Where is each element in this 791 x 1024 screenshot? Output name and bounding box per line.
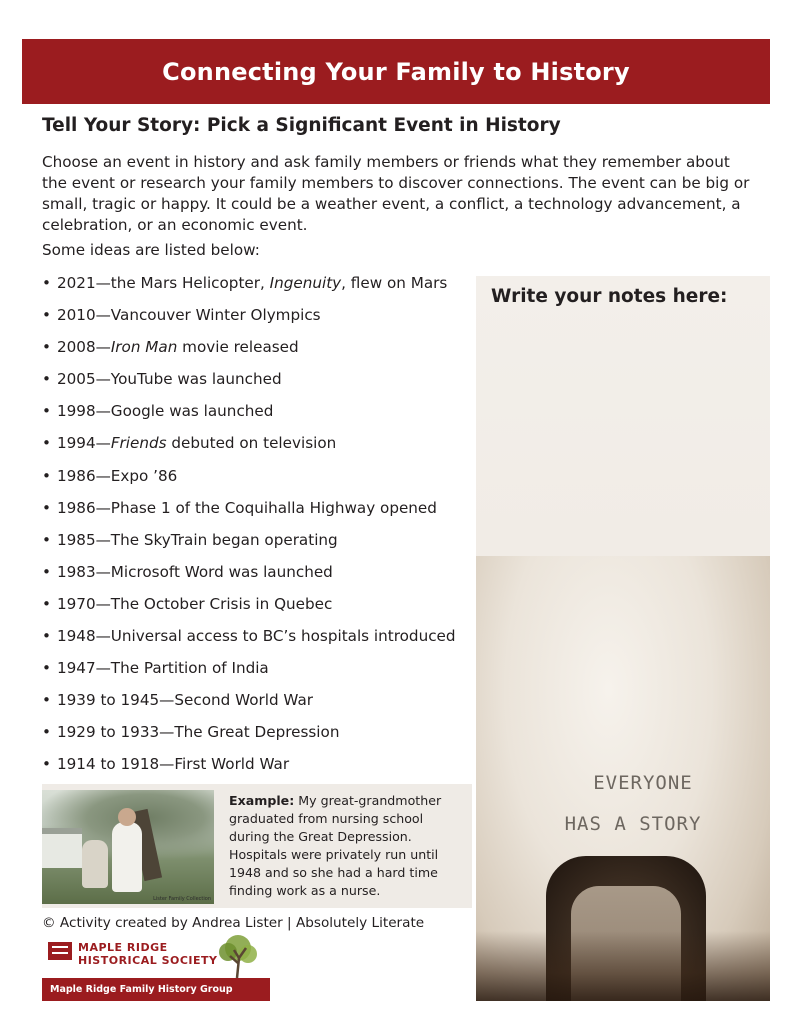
list-item: • 1983—Microsoft Word was launched (42, 562, 333, 581)
example-text (229, 792, 467, 900)
list-item: • 1929 to 1933—The Great Depression (42, 723, 340, 742)
list-item: • 1970—The October Crisis in Quebec (42, 594, 333, 613)
bullet-icon: • (42, 274, 51, 292)
list-item: • 1914 to 1918—First World War (42, 755, 290, 774)
bullet-icon: • (42, 562, 51, 581)
bullet-icon: • (42, 530, 51, 549)
bullet-icon: • (42, 370, 51, 389)
family-photo (42, 790, 214, 904)
list-item: • 1994—Friends debuted on television (42, 434, 337, 453)
photo-head (118, 808, 136, 826)
ideas-list (42, 273, 482, 787)
bullet-icon: • (42, 402, 51, 421)
title-banner (22, 39, 770, 104)
typewriter-shadow (476, 931, 770, 1001)
group-name: Maple Ridge Family History Group (50, 984, 233, 995)
bullet-icon: • (42, 691, 51, 710)
list-item: • 1986—Phase 1 of the Coquihalla Highway opened (42, 498, 437, 517)
bullet-icon: • (42, 723, 51, 742)
example-box (42, 784, 472, 908)
logo-bar (42, 978, 270, 1001)
brick-logo-icon (48, 942, 72, 960)
notes-heading: Write your notes here: (491, 286, 728, 307)
notes-panel[interactable] (476, 276, 770, 1001)
activity-credit: © Activity created by Andrea Lister | Absolutely Literate (42, 915, 425, 931)
bullet-icon: • (42, 338, 51, 357)
list-item: • 2021—the Mars Helicopter, Ingenuity, flew on Mars (42, 274, 448, 292)
bullet-icon: • (42, 434, 51, 453)
photo-house (42, 828, 82, 868)
bullet-icon: • (42, 466, 51, 485)
bullet-icon: • (42, 594, 51, 613)
list-item: • 1998—Google was launched (42, 402, 274, 421)
list-item: • 2005—YouTube was launched (42, 370, 282, 389)
intro-paragraph: Choose an event in history and ask family members or friends what they remember about the event or research your family members to discover connections. The event can be big or small, tragic or happy. It could be a weather event, a conflict, a technology advancement, a celebration, or an economic event. (42, 153, 750, 234)
example-label: Example: (229, 793, 295, 808)
typewriter-text-line-2: HAS A STORY (564, 813, 702, 835)
bullet-icon: • (42, 755, 51, 774)
list-item: • 1985—The SkyTrain began operating (42, 530, 338, 549)
logo-line-2: HISTORICAL SOCIETY (78, 954, 218, 967)
list-item: • 2008—Iron Man movie released (42, 338, 299, 357)
typewriter-text-line-1: EVERYONE (593, 772, 693, 794)
photo-credit: Lister Family Collection (153, 896, 211, 902)
example-body: My great-grandmother graduated from nursing school during the Great Depression. Hospitals were privately run until 1948 and so she had a hard time finding work as a nurse. (229, 793, 442, 898)
bullet-icon: • (42, 659, 51, 678)
list-item: • 1939 to 1945—Second World War (42, 691, 314, 710)
list-item: • 1986—Expo ’86 (42, 466, 178, 485)
intro-lead: Some ideas are listed below: (42, 241, 260, 259)
list-item: • 1948—Universal access to BC’s hospitals introduced (42, 627, 456, 646)
photo-nurse (112, 822, 142, 892)
list-item: • 2010—Vancouver Winter Olympics (42, 306, 321, 325)
page-title: Connecting Your Family to History (162, 57, 630, 86)
logo-line-1: MAPLE RIDGE (78, 941, 168, 954)
tree-logo-icon (208, 934, 266, 978)
society-logo (42, 934, 270, 1001)
bullet-icon: • (42, 627, 51, 646)
list-item: • 1947—The Partition of India (42, 659, 269, 678)
photo-person (82, 840, 108, 888)
bullet-icon: • (42, 498, 51, 517)
section-heading: Tell Your Story: Pick a Significant Event in History (42, 115, 561, 136)
bullet-icon: • (42, 306, 51, 325)
